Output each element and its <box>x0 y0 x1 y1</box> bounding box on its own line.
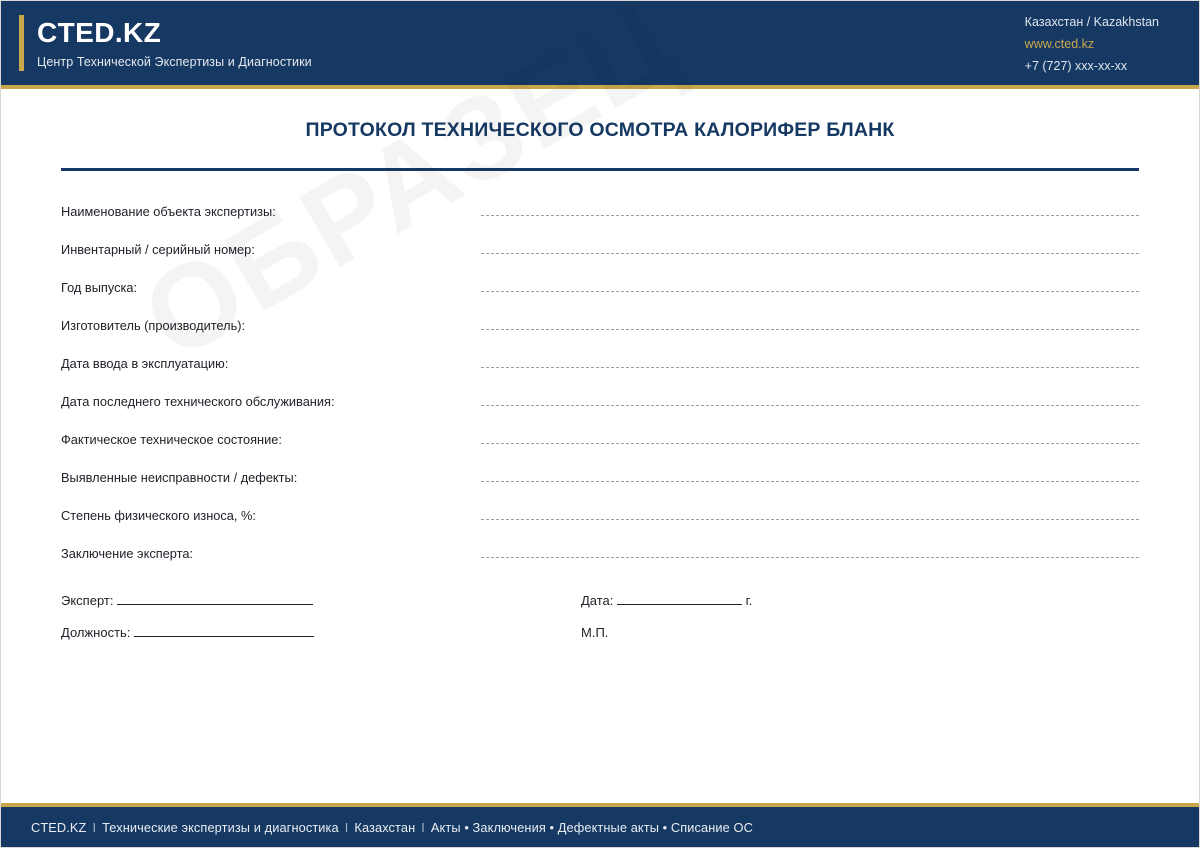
header-phone: +7 (727) xxx-xx-xx <box>1024 58 1128 73</box>
field-input-line[interactable] <box>481 328 1139 330</box>
brand-text <box>37 15 312 71</box>
field-label: Изготовитель (производитель): <box>61 318 246 333</box>
header-country: Казахстан / Kazakhstan <box>1024 15 1159 30</box>
signature-row-position <box>61 623 1139 655</box>
position-input-line[interactable] <box>134 623 314 637</box>
field-label: Фактическое техническое состояние: <box>61 432 282 447</box>
field-row <box>61 451 1139 489</box>
field-label: Степень физического износа, %: <box>61 508 256 523</box>
brand <box>1 15 312 71</box>
field-label: Дата последнего технического обслуживания: <box>61 394 335 409</box>
date-label: Дата: <box>581 593 614 608</box>
date-suffix: г. <box>745 593 753 608</box>
signature-row-expert <box>61 591 1139 623</box>
page-title: ПРОТОКОЛ ТЕХНИЧЕСКОГО ОСМОТРА КАЛОРИФЕР БЛАНК <box>305 119 895 141</box>
field-label: Заключение эксперта: <box>61 546 193 561</box>
position-label: Должность: <box>61 625 131 640</box>
brand-accent-bar <box>19 15 24 71</box>
footer-separator: I <box>421 819 425 835</box>
footer-separator: I <box>344 819 349 835</box>
field-list <box>61 185 1139 565</box>
field-row <box>61 337 1139 375</box>
stamp-label: М.П. <box>581 625 609 640</box>
field-label: Выявленные неисправности / дефекты: <box>61 470 298 485</box>
field-input-line[interactable] <box>481 556 1139 558</box>
page-footer <box>1 803 1199 847</box>
footer-text <box>31 820 753 835</box>
field-input-line[interactable] <box>481 214 1139 216</box>
date-input-line[interactable] <box>617 591 742 605</box>
field-label: Инвентарный / серийный номер: <box>61 242 255 257</box>
title-divider <box>61 168 1139 171</box>
footer-services: Технические экспертизы и диагностика <box>102 819 339 835</box>
expert-label: Эксперт: <box>61 593 114 608</box>
page-header <box>1 1 1199 89</box>
footer-brand: CTED.KZ <box>31 819 87 835</box>
field-label: Год выпуска: <box>61 280 138 295</box>
field-input-line[interactable] <box>481 366 1139 368</box>
field-row <box>61 375 1139 413</box>
document-body <box>1 89 1199 801</box>
footer-docs: Акты • Заключения • Дефектные акты • Списание ОС <box>430 819 753 835</box>
position-field <box>61 623 581 640</box>
field-input-line[interactable] <box>481 442 1139 444</box>
field-row <box>61 489 1139 527</box>
field-input-line[interactable] <box>481 404 1139 406</box>
header-website[interactable]: www.cted.kz <box>1024 37 1095 52</box>
expert-signature-line[interactable] <box>117 591 313 605</box>
brand-title: CTED.KZ <box>37 17 162 49</box>
signature-block <box>61 591 1139 655</box>
field-label: Дата ввода в эксплуатацию: <box>61 356 229 371</box>
date-field <box>581 591 752 608</box>
field-row <box>61 185 1139 223</box>
field-row <box>61 261 1139 299</box>
footer-separator: I <box>92 819 97 835</box>
field-row <box>61 299 1139 337</box>
field-input-line[interactable] <box>481 518 1139 520</box>
expert-field <box>61 591 581 608</box>
field-row <box>61 527 1139 565</box>
header-contacts <box>1025 8 1159 78</box>
field-input-line[interactable] <box>481 252 1139 254</box>
field-row <box>61 223 1139 261</box>
footer-region: Казахстан <box>354 819 416 835</box>
brand-subtitle: Центр Технической Экспертизы и Диагностики <box>37 54 312 69</box>
field-input-line[interactable] <box>481 480 1139 482</box>
field-label: Наименование объекта экспертизы: <box>61 204 276 219</box>
field-input-line[interactable] <box>481 290 1139 292</box>
field-row <box>61 413 1139 451</box>
